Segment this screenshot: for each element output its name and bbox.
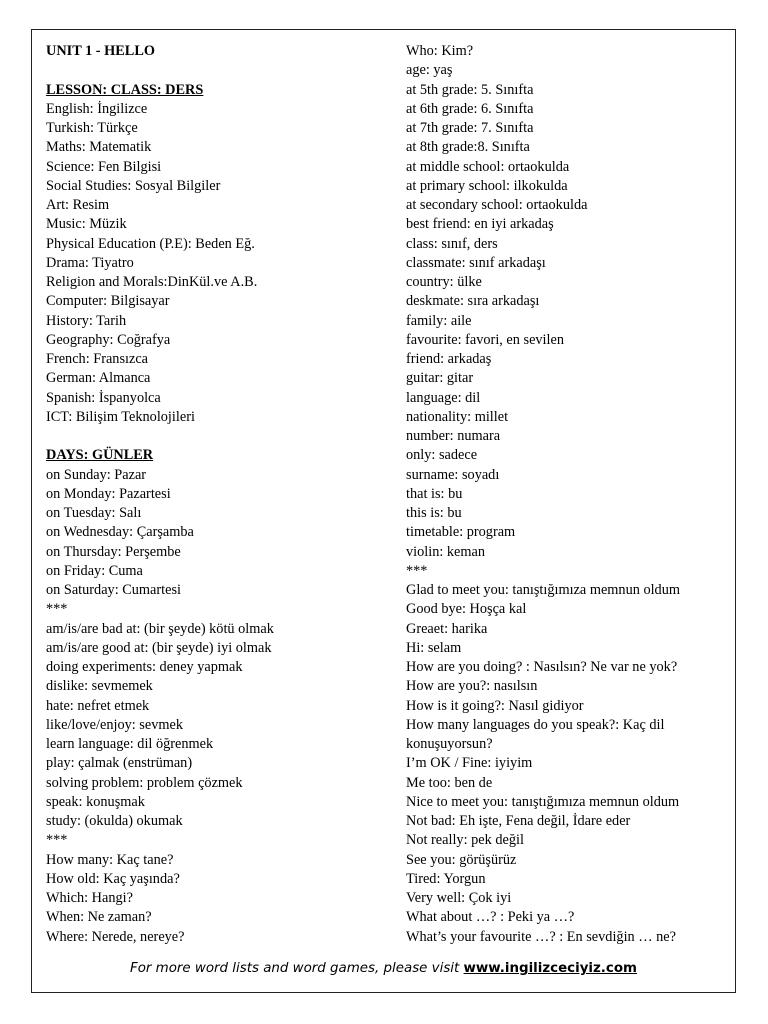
right-vocab-list — [406, 42, 726, 947]
lesson-item: Social Studies: Sosyal Bilgiler — [46, 177, 221, 194]
vocab-item: on Sunday: Pazar — [46, 466, 147, 483]
vocab-item: What about …? : Peki ya …? — [406, 909, 575, 926]
lesson-item: English: İngilizce — [46, 100, 148, 117]
vocab-item: learn language: dil öğrenmek — [46, 736, 214, 752]
vocab-item: at 7th grade: 7. Sınıfta — [406, 120, 534, 136]
lesson-item: Religion and Morals:DinKül.ve A.B. — [46, 274, 258, 290]
vocab-item: Not really: pek değil — [406, 832, 524, 849]
vocab-item: at primary school: ilkokulda — [406, 177, 568, 194]
vocab-item: How are you?: nasılsın — [406, 678, 538, 695]
lesson-item: Art: Resim — [46, 197, 110, 213]
vocab-item: How old: Kaç yaşında? — [46, 870, 180, 887]
vocab-item: solving problem: problem çözmek — [46, 774, 243, 791]
vocab-item: language: dil — [406, 389, 481, 406]
lesson-item: German: Almanca — [46, 370, 151, 387]
vocab-item: Greaet: harika — [406, 620, 488, 637]
vocab-item: country: ülke — [406, 274, 482, 290]
vocab-item: *** — [46, 832, 68, 849]
lesson-item: Spanish: İspanyolca — [46, 389, 161, 406]
footer-text: For more word lists and word games, please visit — [130, 961, 464, 976]
lesson-item: French: Fransızca — [46, 351, 149, 367]
vocab-item: on Saturday: Cumartesi — [46, 582, 182, 598]
lesson-item: Maths: Matematik — [46, 139, 152, 156]
vocab-item: best friend: en iyi arkadaş — [406, 216, 554, 233]
vocab-item: Very well: Çok iyi — [406, 890, 512, 906]
spacer — [46, 427, 386, 446]
vocab-item: study: (okulda) okumak — [46, 813, 183, 829]
vocab-item: nationality: millet — [406, 408, 509, 425]
vocab-item: Me too: ben de — [406, 774, 493, 791]
vocab-item: See you: görüşürüz — [406, 851, 517, 868]
lesson-item: Music: Müzik — [46, 216, 127, 233]
vocab-item: speak: konuşmak — [46, 793, 145, 810]
vocab-item: How many languages do you speak?: Kaç dil konuşuyorsun? — [406, 716, 665, 752]
vocab-item: *** — [46, 601, 68, 618]
lesson-item: Geography: Coğrafya — [46, 331, 171, 348]
vocab-item: at 8th grade:8. Sınıfta — [406, 139, 530, 156]
vocab-item: on Monday: Pazartesi — [46, 485, 171, 502]
vocab-item: How is it going?: Nasıl gidiyor — [406, 697, 584, 714]
vocab-item: am/is/are good at: (bir şeyde) iyi olmak — [46, 639, 272, 656]
vocab-item: violin: keman — [406, 543, 486, 560]
lesson-item: History: Tarih — [46, 312, 127, 329]
vocab-item: How many: Kaç tane? — [46, 851, 174, 868]
vocab-item: Who: Kim? — [406, 43, 474, 59]
vocab-item: number: numara — [406, 428, 501, 444]
left-column — [46, 42, 386, 947]
spacer — [46, 61, 386, 80]
vocab-item: that is: bu — [406, 485, 463, 502]
vocab-item: Not bad: Eh işte, Fena değil, İdare eder — [406, 813, 631, 829]
vocab-item: Good bye: Hoşça kal — [406, 601, 527, 618]
vocab-item: hate: nefret etmek — [46, 697, 150, 714]
vocab-item: Glad to meet you: tanıştığımıza memnun oldum — [406, 582, 680, 598]
lesson-item: Drama: Tiyatro — [46, 254, 134, 271]
vocab-item: family: aile — [406, 312, 472, 329]
vocab-item: timetable: program — [406, 524, 516, 541]
vocab-item: How are you doing? : Nasılsın? Ne var ne yok? — [406, 659, 678, 675]
vocab-item: When: Ne zaman? — [46, 909, 152, 926]
footer-link[interactable]: www.ingilizceciyiz.com — [463, 961, 637, 976]
vocab-item: class: sınıf, ders — [406, 235, 498, 252]
lesson-item: Turkish: Türkçe — [46, 120, 138, 136]
lesson-item: ICT: Bilişim Teknolojileri — [46, 408, 195, 425]
vocab-item: this is: bu — [406, 505, 462, 521]
vocab-item: I’m OK / Fine: iyiyim — [406, 755, 533, 772]
lesson-heading: LESSON: CLASS: DERS — [46, 81, 204, 98]
vocab-item: Which: Hangi? — [46, 890, 133, 906]
vocab-item: at 6th grade: 6. Sınıfta — [406, 100, 534, 117]
vocab-item: Nice to meet you: tanıştığımıza memnun oldum — [406, 793, 680, 810]
vocab-item: friend: arkadaş — [406, 351, 492, 367]
vocab-item: surname: soyadı — [406, 466, 500, 483]
days-list — [46, 466, 386, 947]
vocab-item: on Friday: Cuma — [46, 562, 143, 579]
vocab-item: on Thursday: Perşembe — [46, 543, 181, 560]
vocab-item: age: yaş — [406, 62, 453, 79]
vocab-item: doing experiments: deney yapmak — [46, 659, 243, 675]
lessons-list — [46, 100, 386, 427]
vocab-item: play: çalmak (enstrüman) — [46, 755, 193, 772]
vocab-item: like/love/enjoy: sevmek — [46, 716, 183, 733]
vocab-item: on Wednesday: Çarşamba — [46, 524, 194, 541]
vocab-item: am/is/are bad at: (bir şeyde) kötü olmak — [46, 620, 274, 637]
lesson-item: Physical Education (P.E): Beden Eğ. — [46, 235, 255, 252]
vocab-item: Tired: Yorgun — [406, 870, 486, 887]
vocab-item: favourite: favori, en sevilen — [406, 331, 564, 348]
vocab-item: on Tuesday: Salı — [46, 505, 142, 521]
vocab-item: only: sadece — [406, 447, 478, 464]
right-column — [406, 42, 726, 947]
vocab-item: at secondary school: ortaokulda — [406, 197, 588, 213]
vocab-item: deskmate: sıra arkadaşı — [406, 293, 540, 310]
vocab-item: dislike: sevmemek — [46, 678, 153, 695]
days-heading: DAYS: GÜNLER — [46, 447, 154, 464]
lesson-item: Science: Fen Bilgisi — [46, 158, 162, 175]
vocab-item: Where: Nerede, nereye? — [46, 928, 185, 945]
vocab-item: What’s your favourite …? : En sevdiğin … ne? — [406, 928, 676, 945]
lesson-item: Computer: Bilgisayar — [46, 293, 170, 310]
unit-title: UNIT 1 - HELLO — [46, 43, 155, 59]
vocab-item: *** — [406, 562, 428, 579]
vocab-item: guitar: gitar — [406, 370, 474, 387]
vocab-item: Hi: selam — [406, 639, 462, 656]
vocab-item: at 5th grade: 5. Sınıfta — [406, 81, 534, 98]
footer — [31, 961, 736, 976]
vocab-item: classmate: sınıf arkadaşı — [406, 254, 546, 271]
vocab-item: at middle school: ortaokulda — [406, 158, 570, 175]
